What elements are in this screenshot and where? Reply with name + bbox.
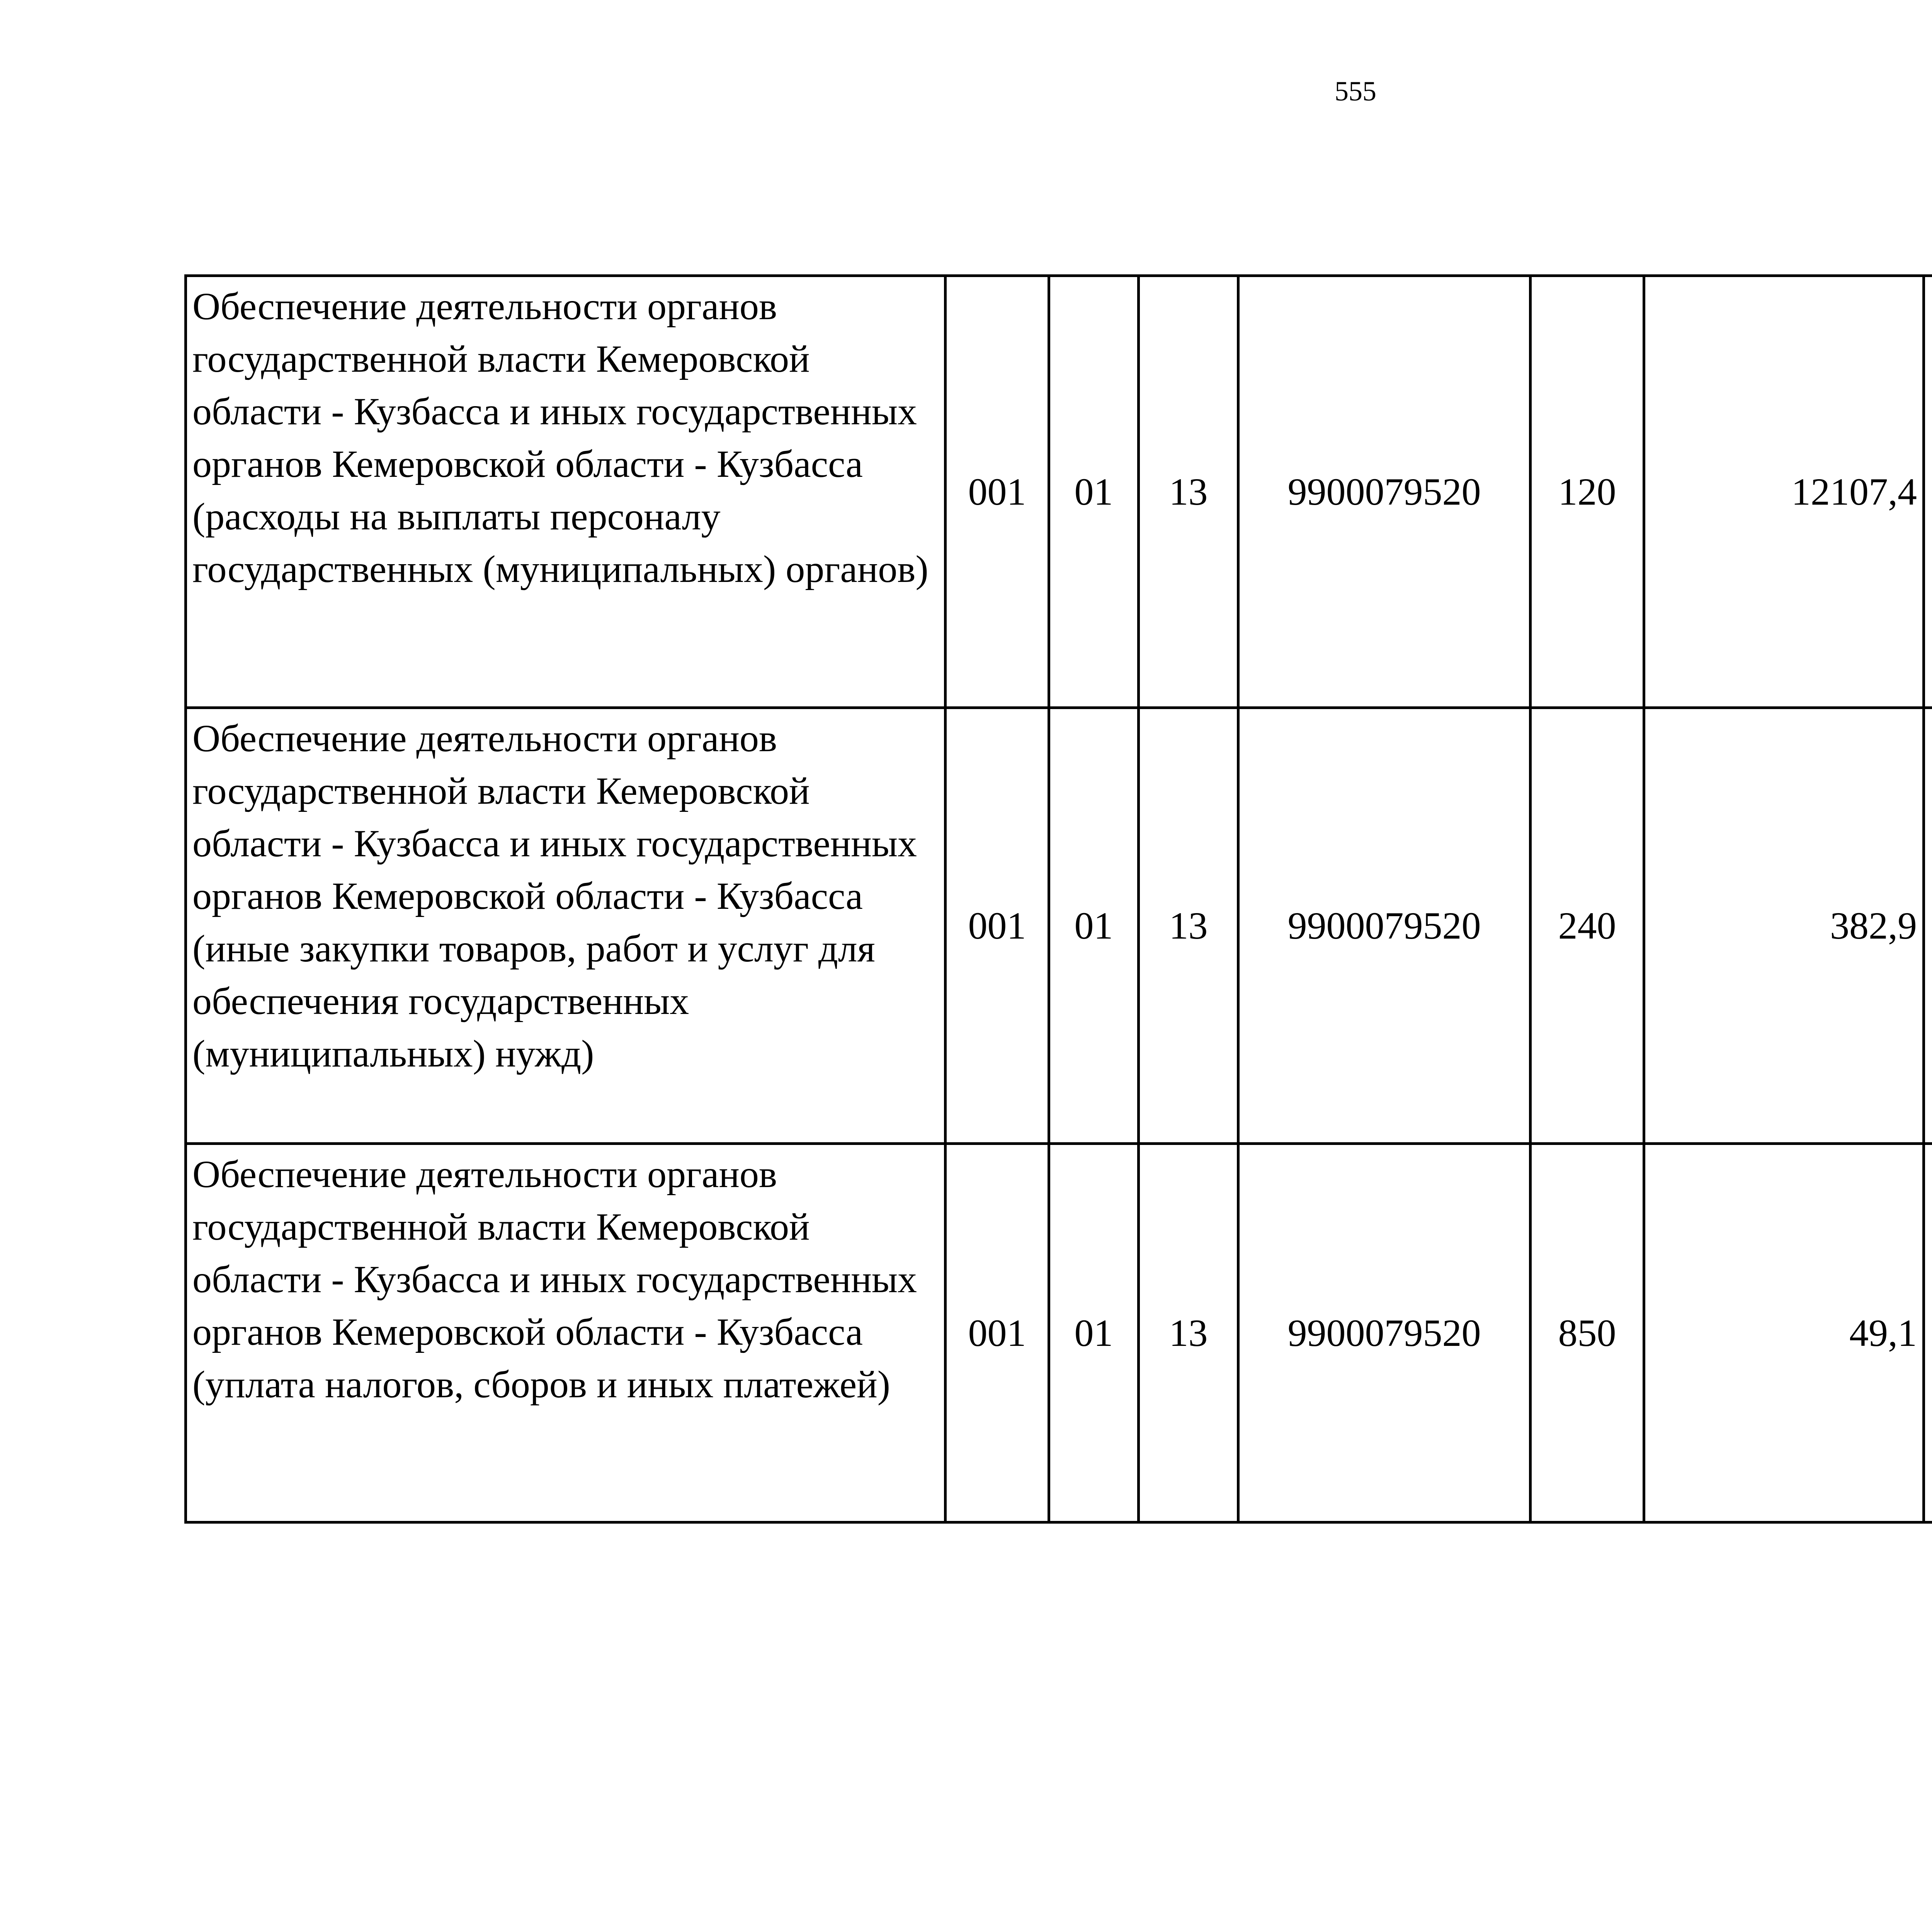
ministry-code: 001	[946, 1144, 1049, 1522]
amount-year-1: 382,9	[1644, 708, 1924, 1144]
expense-description: Обеспечение деятельности органов государственной власти Кемеровской области - Кузбасса и иных государственных органов Кемеровской области - Кузбасса (уплата налогов, сборов и иных платежей)	[186, 1144, 946, 1522]
expense-description: Обеспечение деятельности органов государственной власти Кемеровской области - Кузбасса и иных государственных органов Кемеровской области - Кузбасса (расходы на выплаты персоналу государственных (муниципальных) органов)	[186, 276, 946, 708]
expense-type-code: 240	[1531, 708, 1644, 1144]
amount-year-2	[1924, 276, 1932, 708]
target-article-code: 9900079520	[1238, 276, 1531, 708]
section-code: 01	[1049, 708, 1139, 1144]
amount-year-1: 49,1	[1644, 1144, 1924, 1522]
target-article-code: 9900079520	[1238, 708, 1531, 1144]
table-row	[186, 1144, 1932, 1522]
table-row	[186, 276, 1932, 708]
subsection-code: 13	[1139, 276, 1238, 708]
section-code: 01	[1049, 276, 1139, 708]
expense-description: Обеспечение деятельности органов государственной власти Кемеровской области - Кузбасса и иных государственных органов Кемеровской области - Кузбасса (иные закупки товаров, работ и услуг для обеспечения государственных (муниципальных) нужд)	[186, 708, 946, 1144]
subsection-code: 13	[1139, 708, 1238, 1144]
amount-year-1: 12107,4	[1644, 276, 1924, 708]
ministry-code: 001	[946, 708, 1049, 1144]
subsection-code: 13	[1139, 1144, 1238, 1522]
page-number: 555	[1335, 76, 1376, 107]
expense-type-code: 850	[1531, 1144, 1644, 1522]
expense-type-code: 120	[1531, 276, 1644, 708]
table-row	[186, 708, 1932, 1144]
amount-year-2	[1924, 708, 1932, 1144]
ministry-code: 001	[946, 276, 1049, 708]
target-article-code: 9900079520	[1238, 1144, 1531, 1522]
amount-year-2	[1924, 1144, 1932, 1522]
budget-table	[184, 274, 1932, 1524]
section-code: 01	[1049, 1144, 1139, 1522]
